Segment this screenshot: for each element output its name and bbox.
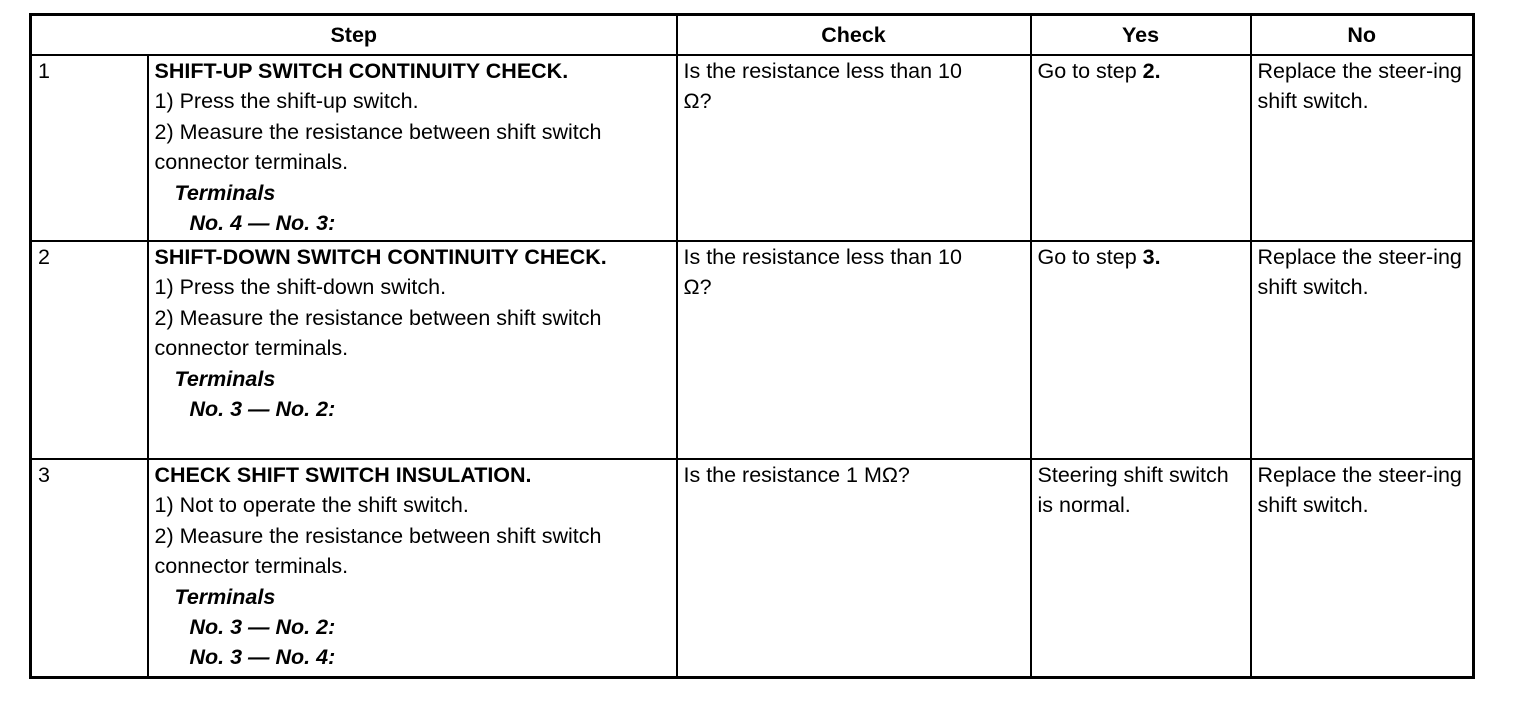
- yes-step-ref: 2.: [1142, 59, 1161, 83]
- terminals-label: Terminals: [174, 584, 276, 609]
- yes-cell: [1031, 55, 1251, 241]
- header-step: Step: [31, 15, 677, 56]
- step-number: 3: [31, 459, 148, 678]
- check-text-unit: Ω?: [683, 89, 712, 114]
- instruction: 1) Press the shift-down switch.: [154, 275, 447, 300]
- table-row: [31, 241, 1474, 459]
- terminals-label: Terminals: [174, 366, 276, 391]
- no-cell: Replace the steer-ing shift switch.: [1251, 55, 1474, 241]
- no-cell: Replace the steer-ing shift switch.: [1251, 459, 1474, 678]
- step-number: 2: [31, 241, 148, 459]
- instruction: 2) Measure the resistance between shift switch connector terminals.: [154, 305, 602, 361]
- check-text: Is the resistance less than 10: [683, 59, 962, 83]
- yes-text: Go to step: [1037, 245, 1143, 269]
- diagnostic-table: [29, 13, 1475, 679]
- step-number: 1: [31, 55, 148, 241]
- header-row: [31, 15, 1474, 56]
- terminal-pair: No. 3 — No. 4:: [189, 645, 336, 670]
- instruction: 2) Measure the resistance between shift switch connector terminals.: [154, 523, 602, 579]
- check-cell: [677, 459, 1031, 678]
- table-row: [31, 55, 1474, 241]
- yes-cell: Steering shift switch is normal.: [1031, 459, 1251, 678]
- no-cell: Replace the steer-ing shift switch.: [1251, 241, 1474, 459]
- step-procedure: [148, 55, 677, 241]
- instruction: 1) Press the shift-up switch.: [154, 89, 419, 114]
- step-title: SHIFT-DOWN SWITCH CONTINUITY CHECK.: [154, 245, 607, 269]
- terminal-pair: No. 3 — No. 2:: [189, 397, 336, 422]
- check-cell: [677, 55, 1031, 241]
- step-title: SHIFT-UP SWITCH CONTINUITY CHECK.: [154, 59, 569, 83]
- check-text: Is the resistance less than 10: [683, 245, 962, 269]
- terminals-label: Terminals: [174, 180, 276, 205]
- check-text: Is the resistance 1 MΩ?: [683, 463, 910, 487]
- step-procedure: [148, 241, 677, 459]
- header-no: No: [1251, 15, 1474, 56]
- terminal-pair: No. 3 — No. 2:: [189, 615, 336, 640]
- check-cell: [677, 241, 1031, 459]
- yes-step-ref: 3.: [1142, 245, 1161, 269]
- table-row: [31, 459, 1474, 678]
- terminal-pair: No. 4 — No. 3:: [189, 211, 336, 236]
- yes-cell: [1031, 241, 1251, 459]
- header-check: Check: [677, 15, 1031, 56]
- step-procedure: [148, 459, 677, 678]
- yes-text: Go to step: [1037, 59, 1143, 83]
- instruction: 2) Measure the resistance between shift switch connector terminals.: [154, 119, 602, 175]
- header-yes: Yes: [1031, 15, 1251, 56]
- check-text-unit: Ω?: [683, 275, 712, 300]
- step-title: CHECK SHIFT SWITCH INSULATION.: [154, 463, 532, 487]
- instruction: 1) Not to operate the shift switch.: [154, 493, 469, 518]
